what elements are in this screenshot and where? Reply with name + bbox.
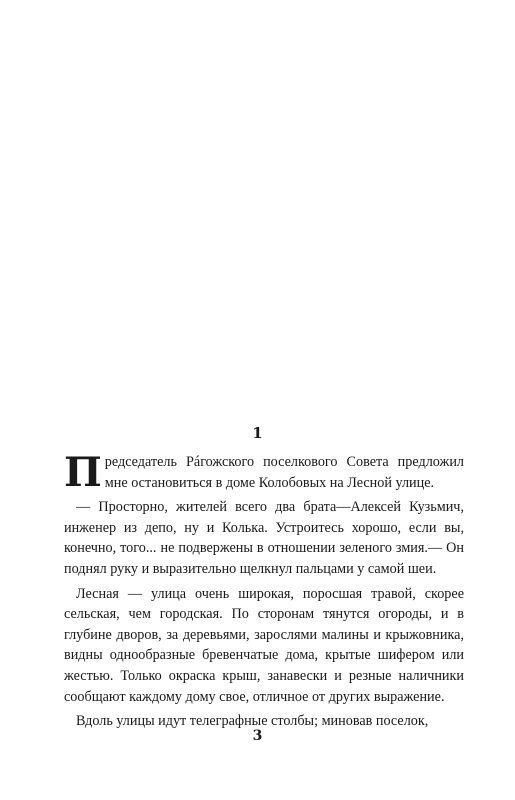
drop-cap-letter: П <box>64 449 102 496</box>
paragraph-1 <box>64 449 464 496</box>
page-number: 3 <box>252 728 263 744</box>
chapter-number: 1 <box>252 424 263 442</box>
paragraph-3: Лесная — улица очень широкая, поросшая травой, скорее сельская, чем городская. По сторонам тянутся огороды, и в глубине дворов, за деревьями, зарослями малины и крыжовника, видны однообразные бревенчатые дома, крытые шифером или жестью. Только окраска крыш, занавески и резные наличники сообщают каждому дому свое, отличное от других выражение. <box>64 585 464 705</box>
paragraph-4: Вдоль улицы идут телеграфные столбы; миновав поселок, <box>76 713 429 730</box>
paragraph-2: — Просторно, жителей всего два брата—Алексей Кузьмич, инженер из депо, ну и Колька. Устроитесь хорошо, если вы, конечно, того... не подвержены в отношении зеленого змия.— Он поднял руку и выразительно щелкнул пальцами у самой шеи. <box>64 499 464 577</box>
paragraph-1-text: редседатель Рáгожского поселкового Совета предложил мне остановиться в доме Колобовых на Лесной улице. <box>104 454 464 491</box>
chapter-text <box>64 449 464 732</box>
